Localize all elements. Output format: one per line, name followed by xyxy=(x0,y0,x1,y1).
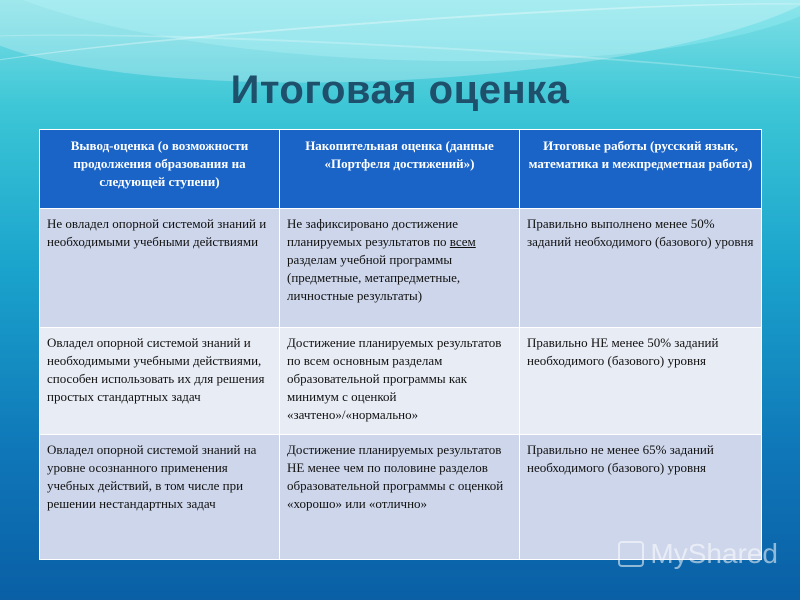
table-cell: Правильно выполнено менее 50% заданий необходимого (базового) уровня xyxy=(520,209,762,328)
table-row xyxy=(40,328,762,435)
column-header: Итоговые работы (русский язык, математика и межпредметная работа) xyxy=(520,130,762,209)
cell-text-underlined: всем xyxy=(449,234,476,249)
table-cell: Правильно НЕ менее 50% заданий необходимого (базового) уровня xyxy=(520,328,762,435)
slide-title: Итоговая оценка xyxy=(230,68,570,112)
cell-text: Не зафиксировано достижение планируемых результатов по xyxy=(287,216,458,249)
table-cell: Овладел опорной системой знаний на уровне осознанного применения учебных действий, в том числе при решении нестандартных задач xyxy=(40,435,280,560)
logo-icon xyxy=(618,541,644,567)
table-cell: Не овладел опорной системой знаний и необходимыми учебными действиями xyxy=(40,209,280,328)
column-header: Вывод-оценка (о возможности продолжения образования на следующей ступени) xyxy=(40,130,280,209)
watermark-text: MyShared xyxy=(650,538,778,569)
table-row xyxy=(40,209,762,328)
watermark xyxy=(618,538,778,570)
table-cell xyxy=(280,209,520,328)
table-cell: Достижение планируемых результатов по всем основным разделам образовательной программы как минимум с оценкой «зачтено»/«нормально» xyxy=(280,328,520,435)
table-header-row xyxy=(40,130,762,209)
assessment-table xyxy=(39,129,762,560)
table-cell: Достижение планируемых результатов НЕ менее чем по половине разделов образовательной программы с оценкой «хорошо» или «отлично» xyxy=(280,435,520,560)
table-cell: Правильно не менее 65% заданий необходимого (базового) уровня xyxy=(520,435,762,560)
cell-text: разделам учебной программы (предметные, метапредметные, личностные результаты) xyxy=(287,252,461,303)
column-header: Накопительная оценка (данные «Портфеля достижений») xyxy=(280,130,520,209)
table-cell: Овладел опорной системой знаний и необходимыми учебными действиями, способен использовать их для решения простых стандартных задач xyxy=(40,328,280,435)
